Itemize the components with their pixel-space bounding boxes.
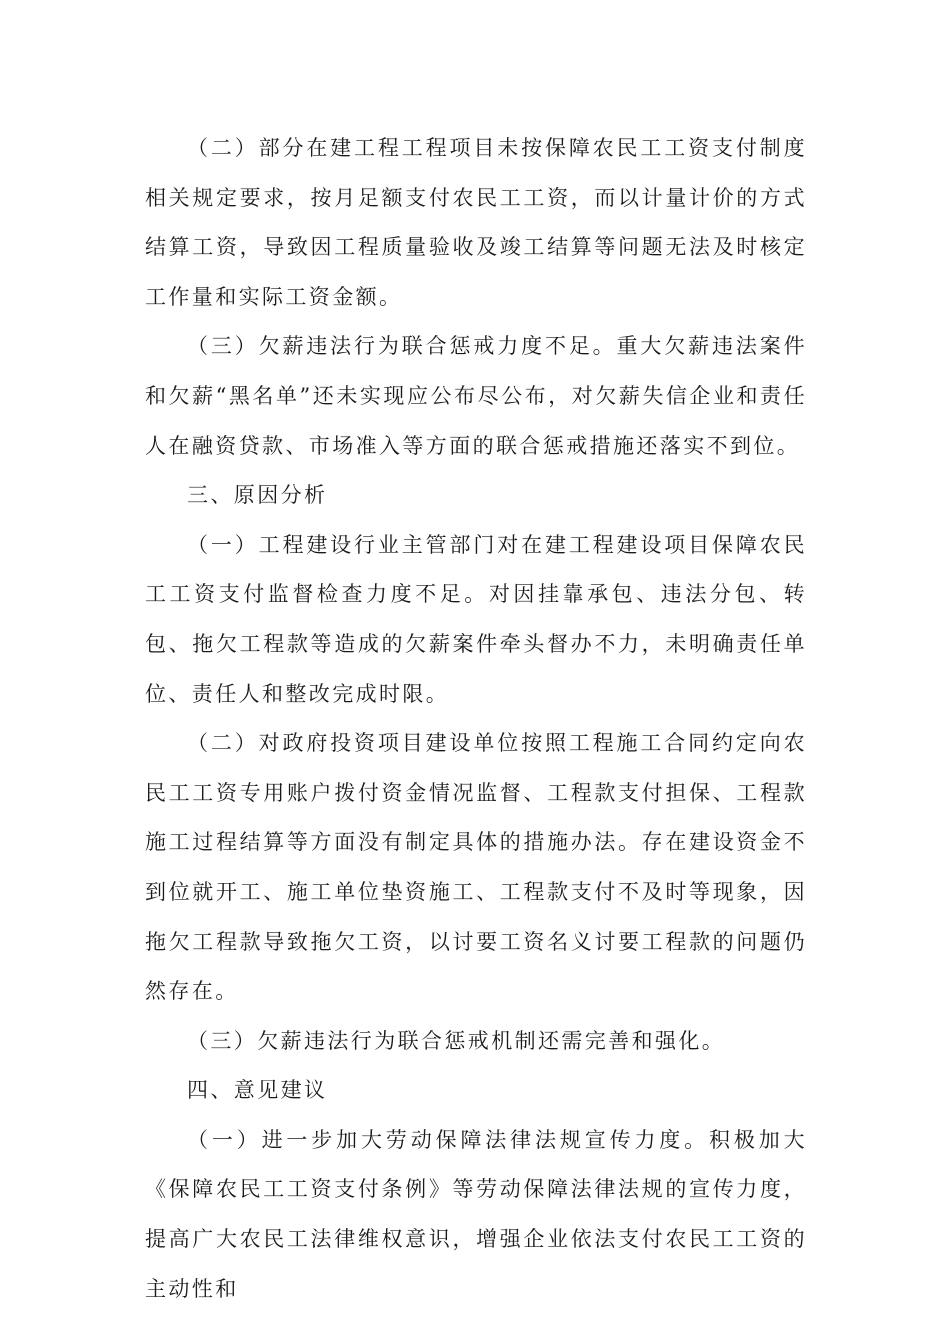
paragraph-suggestion-publicity: （一）进一步加大劳动保障法律法规宣传力度。积极加大《保障农民工工资支付条例》等劳动保障法律法规的宣传力度，提高广大农民工法律维权意识，增强企业依法支付农民工工资的主动性和 [145,1127,807,1301]
section-heading-suggestions: 四、意见建议 [187,1078,328,1103]
document-body [145,124,807,1314]
paragraph-cause-punishment-mechanism: （三）欠薪违法行为联合惩戒机制还需完善和强化。 [187,1028,726,1053]
section-heading-cause-analysis: 三、原因分析 [187,483,328,508]
paragraph-cause-supervision: （一）工程建设行业主管部门对在建工程建设项目保障农民工工资支付监督检查力度不足。对因挂靠承包、违法分包、转包、拖欠工程款等造成的欠薪案件牵头督办不力，未明确责任单位、责任人和整改完成时限。 [145,532,807,706]
paragraph-cause-government-projects: （二）对政府投资项目建设单位按照工程施工合同约定向农民工工资专用账户拨付资金情况监督、工程款支付担保、工程款施工过程结算等方面没有制定具体的措施办法。存在建设资金不到位就开工、施工单位垫资施工、工程款支付不及时等现象，因拖欠工程款导致拖欠工资，以讨要工资名义讨要工程款的问题仍然存在。 [145,731,807,1004]
paragraph-wage-payment-issue: （二）部分在建工程工程项目未按保障农民工工资支付制度相关规定要求，按月足额支付农民工工资，而以计量计价的方式结算工资，导致因工程质量验收及竣工结算等问题无法及时核定工作量和实际工资金额。 [145,136,807,309]
paragraph-punishment-insufficient: （三）欠薪违法行为联合惩戒力度不足。重大欠薪违法案件和欠薪“黑名单”还未实现应公布尽公布，对欠薪失信企业和责任人在融资贷款、市场准入等方面的联合惩戒措施还落实不到位。 [145,334,807,458]
